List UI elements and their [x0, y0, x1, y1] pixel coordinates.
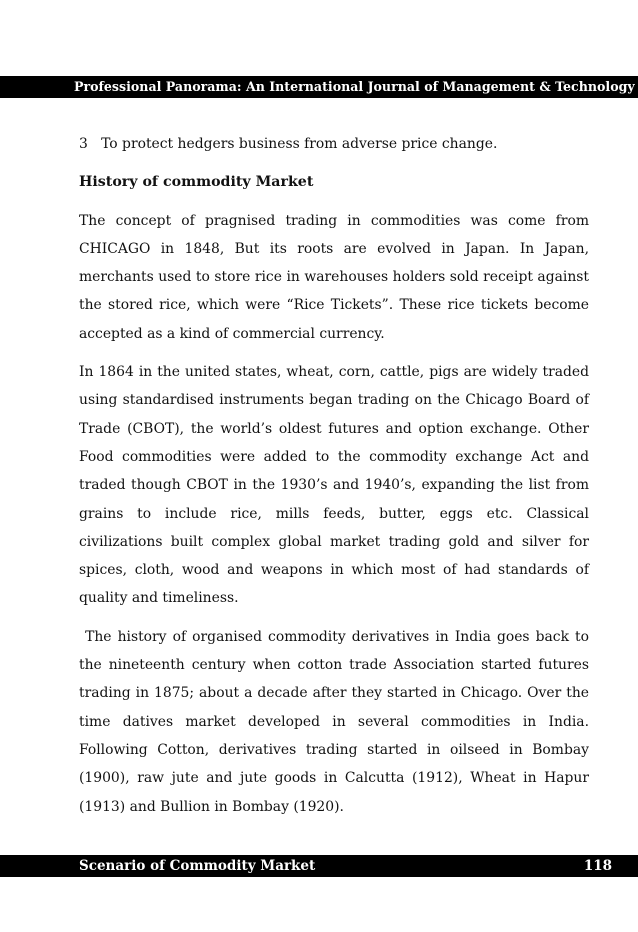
journal-title: Professional Panorama: An International Journal of Management & Technology	[74, 79, 635, 94]
list-item-text: To protect hedgers business from adverse price change.	[101, 136, 498, 152]
section-heading: History of commodity Market	[79, 174, 314, 191]
paragraph-2: In 1864 in the united states, wheat, corn, cattle, pigs are widely traded using standardised instruments began trading on the Chicago Board of Trade (CBOT), the world’s oldest futures and option exchange. Other Food commodities were added to the commodity exchange Act and traded though CBOT in the 1930’s and 1940’s, expanding the list from grains to include rice, mills feeds, butter, eggs etc. Classical civilizations built complex global market trading gold and silver for spices, cloth, wood and weapons in which most of had standards of quality and timeliness.	[79, 364, 589, 607]
journal-header-bar	[0, 76, 638, 98]
footer-section-title: Scenario of Commodity Market	[79, 858, 316, 874]
page-number: 118	[583, 858, 612, 874]
list-item	[79, 130, 589, 158]
paragraph-3: The history of organised commodity derivatives in India goes back to the nineteenth century when cotton trade Association started futures trading in 1875; about a decade after they started in Chicago. Over the time datives market developed in several commodities in India. Following Cotton, derivatives trading started in oilseed in Bombay (1900), raw jute and jute goods in Calcutta (1912), Wheat in Hapur (1913) and Bullion in Bombay (1920).	[79, 628, 594, 815]
paragraph-1: The concept of pragnised trading in commodities was come from CHICAGO in 1848, But its roots are evolved in Japan. In Japan, merchants used to store rice in warehouses holders sold receipt against the stored rice, which were “Rice Tickets”. These rice tickets become accepted as a kind of commercial currency.	[79, 212, 589, 342]
footer-bar	[0, 855, 638, 877]
page-content	[79, 130, 594, 831]
list-item-number: 3	[79, 136, 88, 152]
